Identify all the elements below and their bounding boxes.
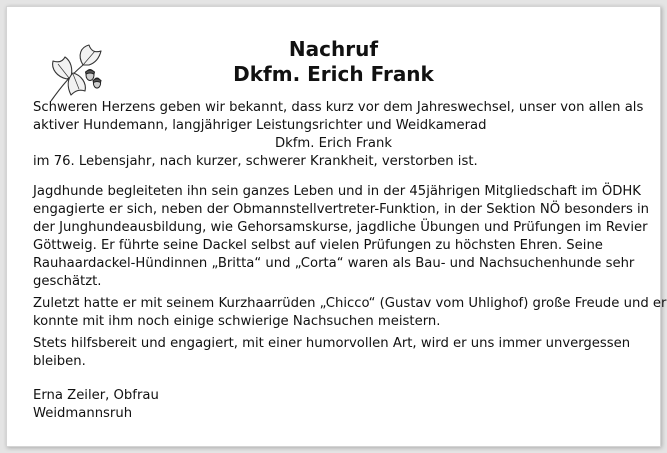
paragraph3-line-2: konnte mit ihm noch einige schwierige Nachsuchen meistern. xyxy=(33,314,441,329)
paragraph4-line-2: bleiben. xyxy=(33,354,86,369)
paragraph2-line-3: der Junghundeausbildung, wie Gehorsamskurse, jagdliche Übungen und Prüfungen im Revier xyxy=(33,220,648,235)
paragraph2-line-2: engagierte er sich, neben der Obmannstellvertreter-Funktion, in der Sektion NÖ besonders in xyxy=(33,202,650,217)
page-title: Nachruf xyxy=(288,37,379,61)
obituary-card xyxy=(6,6,667,447)
paragraph2-line-4: Göttweig. Er führte seine Dackel selbst auf vielen Prüfungen zu höchsten Ehren. Seine xyxy=(33,238,603,253)
paragraph3-line-1: Zuletzt hatte er mit seinem Kurzhaarrüden „Chicco“ (Gustav vom Uhlighof) große Freude und er xyxy=(33,296,667,311)
intro-end-line: im 76. Lebensjahr, nach kurzer, schwerer Krankheit, verstorben ist. xyxy=(33,154,478,169)
paragraph4-line-1: Stets hilfsbereit und engagiert, mit einer humorvollen Art, wird er uns immer unvergessen xyxy=(33,336,631,351)
signature-name: Erna Zeiler, Obfrau xyxy=(33,388,159,403)
intro-line-2: aktiver Hundemann, langjähriger Leistungsrichter und Weidkamerad xyxy=(33,118,487,133)
paragraph2-line-5: Rauhaardackel-Hündinnen „Britta“ und „Corta“ waren als Bau- und Nachsuchenhunde sehr xyxy=(33,256,635,271)
intro-line-1: Schweren Herzens geben wir bekannt, dass kurz vor dem Jahreswechsel, unser von allen als xyxy=(33,100,644,115)
paragraph2-line-1: Jagdhunde begleiteten ihn sein ganzes Leben und in der 45jährigen Mitgliedschaft im ÖDHK xyxy=(33,184,641,199)
signature-place: Weidmannsruh xyxy=(33,406,133,421)
name-inline: Dkfm. Erich Frank xyxy=(274,136,392,151)
paragraph2-line-6: geschätzt. xyxy=(33,274,102,289)
name-heading: Dkfm. Erich Frank xyxy=(233,62,434,86)
